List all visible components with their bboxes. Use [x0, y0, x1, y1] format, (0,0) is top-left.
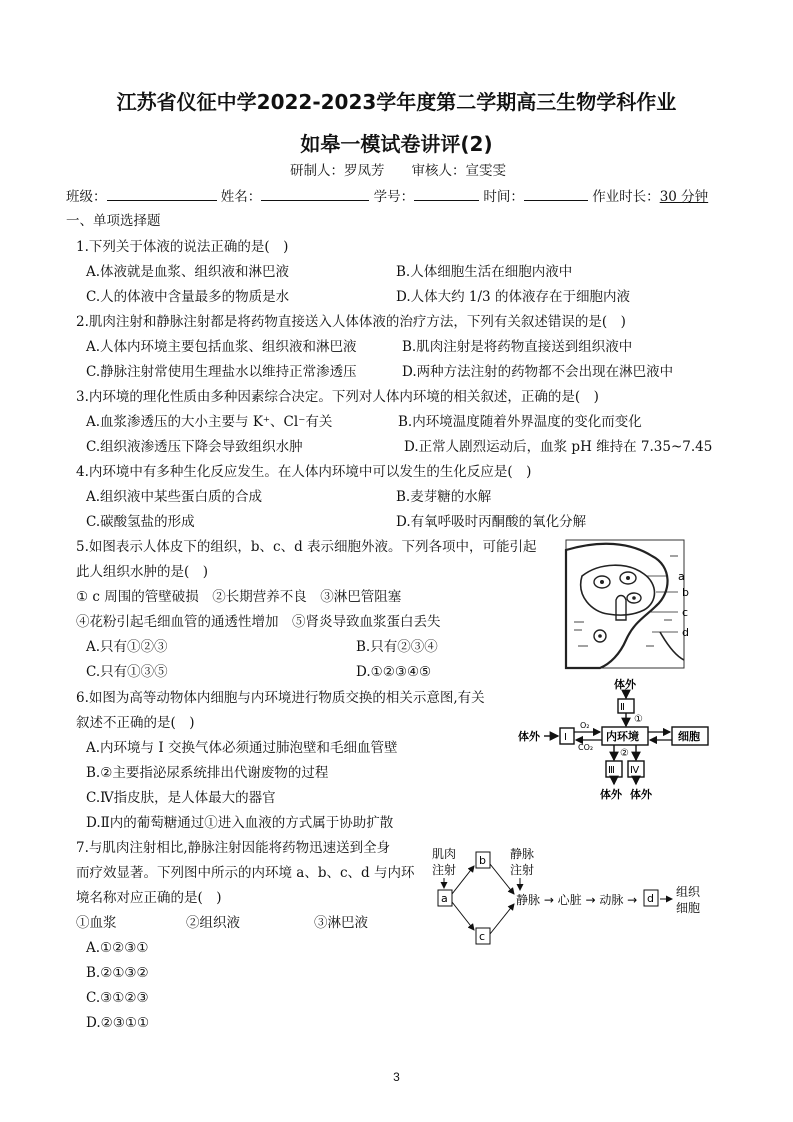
question-stem: 2.肌肉注射和静脉注射都是将药物直接送入人体体液的治疗方法，下列有关叙述错误的是( ) — [76, 314, 626, 330]
label-co2: CO₂ — [578, 743, 594, 752]
box-2: Ⅱ — [620, 702, 625, 713]
option: B.内环境温度随着外界温度的变化而变化 — [398, 414, 642, 430]
class-label: 班级： — [66, 189, 107, 205]
option: D.②③①① — [86, 1015, 150, 1031]
question-stem: 6.如图为高等动物体内细胞与内环境进行物质交换的相关示意图,有关 — [76, 690, 485, 706]
option: B.只有②③④ — [356, 639, 438, 655]
question-stem: 4.内环境中有多种生化反应发生。在人体内环境中可以发生的生化反应是( ) — [76, 464, 532, 480]
info-line — [66, 186, 708, 206]
option: D.Ⅱ内的葡萄糖通过①进入血液的方式属于协助扩散 — [86, 815, 394, 831]
exchange-diagram — [506, 676, 728, 804]
option: A.血浆渗透压的大小主要与 K⁺、Cl⁻有关 — [86, 414, 333, 430]
label-bottom-outside-4: 体外 — [630, 788, 652, 801]
label-cell: 细胞 — [678, 730, 700, 743]
option: C.人的体液中含量最多的物质是水 — [86, 289, 290, 305]
statement-line: ④花粉引起毛细血管的通透性增加 ⑤肾炎导致血浆蛋白丢失 — [76, 614, 441, 630]
option: C.静脉注射常使用生理盐水以维持正常渗透压 — [86, 364, 357, 380]
box-a: a — [441, 892, 448, 905]
label-d: d — [682, 626, 689, 639]
tissue-diagram — [560, 536, 700, 676]
option: A.体液就是血浆、组织液和淋巴液 — [86, 264, 290, 280]
label-muscle-1: 肌肉 — [432, 847, 457, 861]
label-vein-1: 静脉 — [510, 847, 535, 861]
question-stem: 3.内环境的理化性质由多种因素综合决定。下列对人体内环境的相关叙述，正确的是( ) — [76, 389, 599, 405]
option: C.只有①③⑤ — [86, 664, 168, 680]
option: C.③①②③ — [86, 990, 149, 1006]
statement-line: ① c 周围的管壁破损 ②长期营养不良 ③淋巴管阻塞 — [76, 589, 402, 605]
label-top-outside: 体外 — [614, 678, 636, 691]
box-b: b — [479, 854, 486, 867]
option: B.人体细胞生活在细胞内液中 — [396, 264, 573, 280]
option: A.内环境与 I 交换气体必须通过肺泡壁和毛细血管壁 — [86, 740, 398, 756]
option: A.只有①②③ — [86, 639, 168, 655]
question-stem: 7.与肌肉注射相比,静脉注射因能将药物迅速送到全身 — [76, 840, 391, 856]
box-4: Ⅳ — [630, 765, 640, 776]
option: D.有氧呼吸时丙酮酸的氧化分解 — [396, 514, 587, 530]
option: A.人体内环境主要包括血浆、组织液和淋巴液 — [86, 339, 357, 355]
option: B.麦芽糖的水解 — [396, 489, 492, 505]
label-left-outside: 体外 — [518, 730, 540, 743]
question-stem: 境名称对应正确的是( ) — [76, 890, 222, 906]
question-stem: 叙述不正确的是( ) — [76, 715, 195, 731]
label-circle-2: ② — [620, 748, 629, 759]
option: A.组织液中某些蛋白质的合成 — [86, 489, 263, 505]
duration-value: 30 分钟 — [659, 189, 709, 205]
option: D.①②③④⑤ — [356, 664, 432, 680]
page-subtitle: 如皋一模试卷讲评(2) — [300, 132, 493, 156]
label-muscle-2: 注射 — [432, 863, 457, 877]
injection-pathway-diagram — [430, 838, 730, 950]
class-field[interactable] — [107, 186, 217, 201]
time-field[interactable] — [524, 186, 588, 201]
id-label: 学号： — [373, 189, 415, 205]
question-stem: 此人组织水肿的是( ) — [76, 564, 209, 580]
label-tissue-1: 组织 — [676, 885, 701, 899]
option: D.两种方法注射的药物都不会出现在淋巴液中 — [402, 364, 674, 380]
option: C.Ⅳ指皮肤，是人体最大的器官 — [86, 790, 276, 806]
question-stem: 而疗效显著。下列图中所示的内环境 a、b、c、d 与内环 — [76, 865, 415, 881]
question-stem: 1.下列关于体液的说法正确的是( ) — [76, 239, 289, 255]
section-heading: 一、单项选择题 — [66, 213, 161, 229]
page-title: 江苏省仪征中学2022-2023学年度第二学期高三生物学科作业 — [116, 90, 677, 114]
name-field[interactable] — [261, 186, 369, 201]
option: B.②主要指泌尿系统排出代谢废物的过程 — [86, 765, 329, 781]
name-label: 姓名： — [220, 189, 262, 205]
label-a: a — [678, 570, 685, 583]
box-c: c — [479, 930, 486, 943]
option: C.碳酸氢盐的形成 — [86, 514, 195, 530]
label-o2: O₂ — [580, 721, 590, 730]
box-3: Ⅲ — [608, 765, 615, 776]
id-field[interactable] — [414, 186, 479, 201]
label-tissue-2: 细胞 — [676, 901, 701, 915]
statement-item: ①血浆 — [76, 915, 117, 931]
label-circle-1: ① — [634, 714, 643, 725]
time-label: 时间： — [483, 189, 524, 205]
option: D.人体大约 1/3 的体液存在于细胞内液 — [396, 289, 630, 305]
label-vein-2: 注射 — [510, 863, 535, 877]
option: D.正常人剧烈运动后，血浆 pH 维持在 7.35~7.45 — [404, 439, 713, 455]
box-1: I — [564, 732, 567, 743]
statement-item: ③淋巴液 — [314, 915, 368, 931]
authors-line: 研制人：罗凤芳 审核人：宣雯雯 — [290, 163, 506, 179]
label-b: b — [682, 586, 689, 599]
question-stem: 5.如图表示人体皮下的组织，b、c、d 表示细胞外液。下列各项中，可能引起 — [76, 539, 537, 555]
statement-item: ②组织液 — [186, 915, 240, 931]
label-c: c — [682, 606, 689, 619]
duration-label: 作业时长： — [592, 189, 660, 205]
option: C.组织液渗透压下降会导致组织水肿 — [86, 439, 303, 455]
label-bottom-outside-3: 体外 — [600, 788, 622, 801]
option: B.②①③② — [86, 965, 149, 981]
option: B.肌肉注射是将药物直接送到组织液中 — [402, 339, 633, 355]
label-internal-environment: 内环境 — [606, 730, 639, 743]
label-chain: 静脉 → 心脏 → 动脉 → — [516, 893, 638, 907]
option: A.①②③① — [86, 940, 149, 956]
box-d: d — [647, 892, 654, 905]
page-number: 3 — [393, 1070, 400, 1084]
